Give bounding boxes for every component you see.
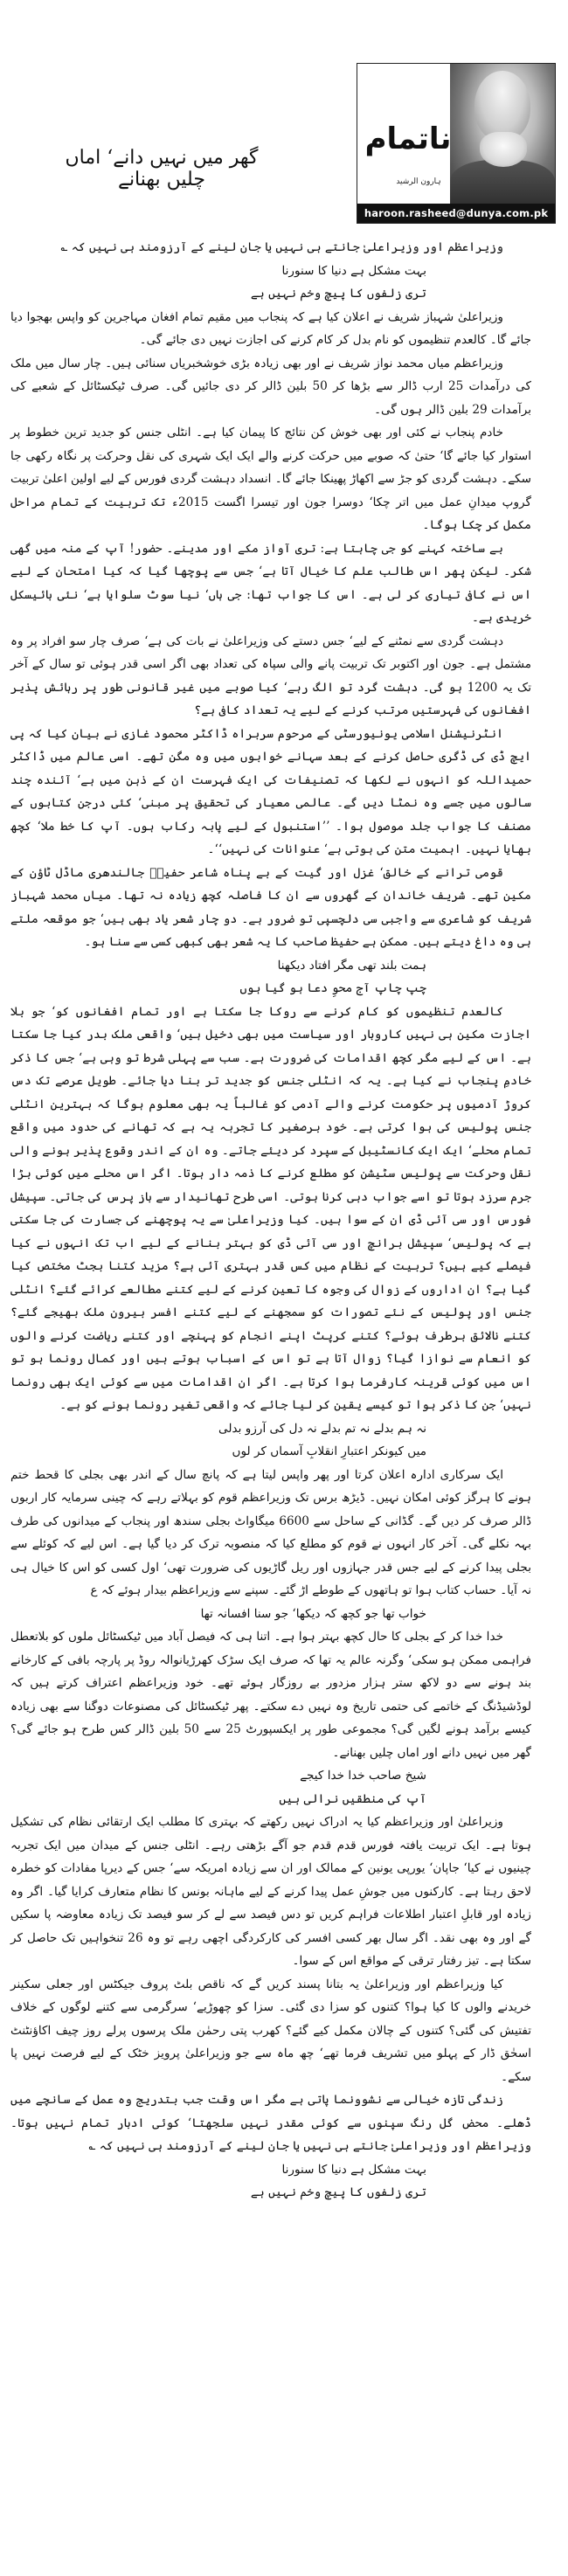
verse-line: چپ چاپ آج محوِ دعا ہو گیا ہوں <box>239 981 426 995</box>
article-paragraph: زندگی تازہ خیالی سے نشوونما پاتی ہے مگر اس وقت جب بتدریج وہ عمل کے سانچے میں ڈھلے۔ محض گل رنگ سپنوں سے کوئی مقدر نہیں سلجھتا‘ کوئی ادبار تمام نہیں ہوتا۔ وزیراعظم اور وزیراعلیٰ جانتے ہی نہیں یا جان لینے کے آرزومند ہی نہیں کہ ؎ <box>10 2093 531 2153</box>
verse-line: تری زلفوں کا پیچ وخم نہیں ہے <box>250 287 426 301</box>
article-paragraph: وزیراعظم اور وزیراعلیٰ جانتے ہی نہیں یا جان لینے کے آرزومند ہی نہیں کہ ؎ <box>60 240 503 254</box>
verse-line: ہمت بلند تھی مگر افتاد دیکھنا <box>277 958 426 973</box>
verse-line: خواب تھا جو کچھ کہ دیکھا‘ جو سنا افسانہ تھا <box>200 1606 426 1621</box>
article-body <box>10 236 531 2205</box>
article-paragraph: ایک سرکاری ادارہ اعلان کرتا اور پھر واپس لیتا ہے کہ پانچ سال کے اندر بھی بجلی کا قحط ختم ہونے کا ہرگز کوئی امکان نہیں۔ ڈیڑھ برس تک وزیراعظم قوم کو بہلاتے رہے کہ چینی سرمایہ کار اربوں ڈالر صرف کر دیں گے۔ گڈانی کے ساحل سے 6600 میگاواٹ بجلی سندھ اور پنجاب کے میدانوں کی طرف بہہ نکلے گی۔ آخر کار انہوں نے قوم کو مطلع کیا کہ منصوبہ ترک کر دیا گیا ہے۔ اس لیے کہ کوئلے سے بجلی پیدا کرنے کے لیے جس قدر جہازوں اور ریل گاڑیوں کی ضرورت تھی‘ اول کسی کو اس کا خیال ہی نہ آیا۔ حساب کتاب ہوا تو ہاتھوں کے طوطے اڑ گئے۔ سپنے سے وزیراعظم بیدار ہوئے کہ ع <box>10 1467 531 1597</box>
verse-line: بہت مشکل ہے دنیا کا سنورنا <box>281 2162 426 2177</box>
article-paragraph: بے ساختہ کہنے کو جی چاہتا ہے: تری آواز مکے اور مدینے۔ حضور! آپ کے منہ میں گھی شکر۔ لیکن پھر اس طالب علم کا خیال آتا ہے‘ جس سے پوچھا گیا کہ کیا امتحان کے لیے اس نے کافی تیاری کر لی ہے۔ اس کا جواب تھا: جی ہاں‘ نیا سوٹ سلوایا ہے‘ نئی بائیسکل خریدی ہے۔ <box>10 541 532 625</box>
article-paragraph: وزیراعلیٰ شہباز شریف نے اعلان کیا ہے کہ پنجاب میں مقیم تمام افغان مہاجرین کو واپس بھجوا دیا جائے گا۔ کالعدم تنظیموں کو نام بدل کر کام کرنے کی اجازت نہیں دی جائے گی۔ <box>10 309 531 347</box>
article-paragraph: دہشت گردی سے نمٹنے کے لیے‘ جس دستے کی وزیراعلیٰ نے بات کی ہے‘ صرف چار سو افراد پر وہ مشتمل ہے۔ جون اور اکتوبر تک تربیت پانے والی سپاہ کی تعداد بھی اگر اسی قدر ہوئی تو سال کے آخر تک یہ 1200 ہو گی۔ دہشت گرد تو الگ رہے‘ کیا صوبے میں غیر قانونی طور پر رہائش پذیر افغانوں کی فہرستیں مرتب کرنے کے لیے یہ تعداد کافی ہے؟ <box>10 634 531 717</box>
verse-line: بہت مشکل ہے دنیا کا سنورنا <box>281 263 426 278</box>
article-paragraph: انٹرنیشنل اسلامی یونیورسٹی کے مرحوم سربراہ ڈاکٹر محمود غازی نے بیان کیا کہ پی ایچ ڈی کی ڈگری حاصل کرنے کے بعد سہانے خوابوں میں وہ مگن تھے۔ اسی عالم میں ڈاکٹر حمیداللہ کو انہوں نے لکھا کہ تصنیفات کی ایک فہرست ان کے ذہن میں ہے‘ آئندہ چند سالوں میں جسے وہ نمٹا دیں گے۔ عالمی معیار کی تحقیق پر مبنی‘ کئی درجن کتابوں کے مصنف کا جواب جلد موصول ہوا۔ ’’استنبول کے لیے پابہ رکاب ہوں۔ آپ کا خط ملا‘ کچھ بھایا نہیں۔ اہمیت متن کی ہوتی ہے‘ عنوانات کی نہیں‘‘۔ <box>10 726 531 856</box>
article-paragraph: کیا وزیراعظم اور وزیراعلیٰ یہ بتانا پسند کریں گے کہ ناقص بلٹ پروف جیکٹس اور جعلی سکینر خریدنے والوں کا کیا ہوا؟ کتنوں کو سزا دی گئی۔ سزا کو چھوڑیے‘ سرگرمی سے کتنے لوگوں کے خلاف تفتیش کی گئی؟ کتنوں کے چالان مکمل کیے گئے؟ کھرب پتی رحمٰن ملک پرسوں پرلے روز چیف اکاؤنٹنٹ اسحٰق ڈار کے پہلو میں تشریف فرما تھے‘ چھ ماہ سے جو وزیراعلیٰ پرویز خٹک کے لیے فرصت نہیں پا سکے۔ <box>10 1977 531 2084</box>
author-photo <box>450 64 555 204</box>
column-header <box>0 0 568 227</box>
verse-line: نہ ہم بدلے نہ تم بدلے نہ دل کی آرزو بدلی <box>218 1421 426 1436</box>
verse-line: میں کیونکر اعتبارِ انقلابِ آسماں کر لوں <box>232 1444 426 1458</box>
article-title: گھر میں نہیں دانے‘ اماں چلیں بھنانے <box>65 147 259 190</box>
article-paragraph: خادم پنجاب نے کئی اور بھی خوش کن نتائج کا پیمان کیا ہے۔ انٹلی جنس کو جدید ترین خطوط پر استوار کیا جائے گا‘ حتیٰ کہ صوبے میں حرکت کرنے والے ایک ایک شہری کی نقل وحرکت پر نگاہ رکھی جا سکے۔ دہشت گردی کو جڑ سے اکھاڑ پھینکا جائے گا۔ انسداد دہشت گردی فورس کے لیے اولین اعلیٰ تربیت گروپ میدانِ عمل میں اتر چکا‘ دوسرا جون اور تیسرا اگست 2015ء تک تربیت کے تمام مراحل مکمل کر چکا ہوگا۔ <box>10 426 531 532</box>
byline-box <box>357 63 556 224</box>
column-name: ناتمام <box>364 121 452 156</box>
article-paragraph: وزیراعظم میاں محمد نواز شریف نے اور بھی زیادہ بڑی خوشخبریاں سنائی ہیں۔ چار سال میں ملک کی درآمدات 25 ارب ڈالر سے بڑھا کر 50 بلین ڈالر کر دی جائیں گی۔ صرف ٹیکسٹائل کے شعبے کی برآمدات 29 بلین ڈالر ہوں گی۔ <box>10 356 531 417</box>
verse-line: تری زلفوں کا پیچ وخم نہیں ہے <box>250 2185 426 2199</box>
author-photo-head <box>474 71 530 141</box>
author-email[interactable]: haroon.rasheed@dunya.com.pk <box>357 204 555 223</box>
verse-line: شیخ صاحب خدا خدا کیجے <box>300 1769 426 1783</box>
author-photo-beard <box>480 132 527 167</box>
article-paragraph: کالعدم تنظیموں کو کام کرنے سے روکا جا سکتا ہے اور تمام افغانوں کو‘ جو بلا اجازت مکین ہی نہیں کاروبار اور سیاست میں بھی دخیل ہیں‘ واقعی ملک بدر کیا جا سکتا ہے۔ اس کے لیے مگر کچھ اقدامات کی ضرورت ہے۔ سب سے پہلی شرط تو وہی ہے‘ جس کا ذکر خادمِ پنجاب نے کیا ہے۔ یہ کہ انٹلی جنس کو جدید تر بنا دیا جائے۔ طویل عرصے تک دس کروڑ آدمیوں پر حکومت کرنے والے آدمی کو غالباً یہ بھی معلوم ہوگا کہ بہترین انٹلی جنس پولیس کی ہوا کرتی ہے۔ خود برصغیر کا تجربہ یہ ہے کہ تھانے کی حدود میں واقع تمام محلے‘ ایک ایک کانسٹیبل کے سپرد کر دیئے جاتے۔ وہ ان کے اندر وقوع پذیر ہونے والی نقل وحرکت سے پولیس سٹیشن کو مطلع کرنے کا ذمہ دار ہوتا۔ اگر اس محلے میں کوئی بڑا جرم سرزد ہوتا تو اسے جواب دہی کرنا ہوتی۔ اسی طرح تھانیدار سے باز پرس کی جاتی۔ سپیشل فورس اور سی آئی ڈی ان کے سوا ہیں۔ کیا وزیراعلیٰ سے یہ پوچھنے کی جسارت کی جا سکتی ہے کہ پولیس‘ سپیشل برانچ اور سی آئی ڈی کو بہتر بنانے کے لیے اب تک انہوں نے کیا فیصلے کیے ہیں؟ تربیت کے نظام میں کس قدر بہتری آئی ہے؟ مزید کتنا بجٹ مختص کیا گیا ہے؟ ان اداروں کے زوال کی وجوہ کا تعین کرنے کے لیے کتنے مطالعے کرائے گئے؟ انٹلی جنس اور پولیس کے نئے تصورات کو سمجھنے کے لیے کتنے افسر بیرون ملک بھیجے گئے؟ کتنے نالائق برطرف ہوئے؟ کتنے کرپٹ اپنے انجام کو پہنچے اور کتنے ریاضت کرنے والوں کو انعام سے نوازا گیا؟ زوال آتا ہے تو اس کے اسباب ہوتے ہیں اور کمال رونما ہو تو اس میں کوئی قرینہ کارفرما ہوا کرتا ہے۔ اگر ان اقدامات میں سے کوئی ایک بھی رونما نہیں‘ جن کا ذکر ہوا تو کیسے یقین کر لیا جائے کہ واقعی تغیر رونما ہونے کو ہے۔ <box>10 1004 531 1412</box>
article-paragraph: خدا خدا کر کے بجلی کا حال کچھ بہتر ہوا ہے۔ اتنا ہی کہ فیصل آباد میں ٹیکسٹائل ملوں کو بلاتعطل فراہمی ممکن ہو سکی‘ وگرنہ عالم یہ تھا کہ صرف ایک سڑک کھرڑیانوالہ روڈ پر پارچہ بافی کے کارخانے بند ہونے سے دو لاکھ ستر ہزار مزدور بے روزگار ہوئے تھے۔ خود وزیراعظم اعتراف کرتے ہیں کہ لوڈشیڈنگ کے خاتمے کی حتمی تاریخ وہ نہیں دے سکتے۔ پھر ٹیکسٹائل کی مصنوعات دوگنا سے بھی زیادہ کیسے برآمد ہونے لگیں گی؟ مجموعی طور پر ایکسپورٹ 25 سے 50 بلین ڈالر کس طرح ہو جائے گی؟ گھر میں نہیں دانے اور اماں چلیں بھنانے۔ <box>10 1630 531 1760</box>
article-paragraph: قومی ترانے کے خالق‘ غزل اور گیت کے بے پناہ شاعر حفیظؔ جالندھری ماڈل ٹاؤن کے مکین تھے۔ شریف خاندان کے گھروں سے ان کا فاصلہ کچھ زیادہ نہ تھا۔ میاں محمد شہباز شریف کو شاعری سے واجبی سی دلچسپی تو ضرور ہے۔ دو چار شعر یاد بھی ہیں‘ جو موقعہ ملتے ہی وہ داغ دیتے ہیں۔ ممکن ہے حفیظ صاحب کا یہ شعر بھی کبھی کسی سے سنا ہو۔ <box>10 865 531 949</box>
verse-line: آپ کی منطقیں نرالی ہیں <box>279 1791 426 1806</box>
article-paragraph: وزیراعلیٰ اور وزیراعظم کیا یہ ادراک نہیں رکھتے کہ بہتری کا مطلب ایک ارتقائی نظام کی تشکیل ہوتا ہے۔ ایک تربیت یافتہ فورس قدم قدم جو آگے بڑھتی رہے۔ انٹلی جنس کے میدان میں ایک تجربہ چینیوں نے کیا‘ جاپان‘ یورپی یونین کے ممالک اور ان سے زیادہ امریکہ سے‘ جس کے دیرپا مفادات کو خطرہ لاحق رہتا ہے۔ کارکنوں میں جوشِ عمل پیدا کرنے کے لیے ماہانہ بونس کا نظام متعارف کرایا گیا۔ اگر وہ زیادہ اور قابلِ اعتبار اطلاعات فراہم کریں تو دس فیصد سے لے کر سو فیصد تک زیادہ معاوضہ پا سکیں گے اور وہ بھی نقد۔ اگر سال بھر کسی افسر کی کارکردگی اچھی رہے تو وہ 26 تنخواہیں تک حاصل کر سکتا ہے۔ تیز رفتار ترقی کے مواقع اس کے سوا۔ <box>10 1815 531 1968</box>
author-name: ہارون الرشید <box>396 177 441 186</box>
